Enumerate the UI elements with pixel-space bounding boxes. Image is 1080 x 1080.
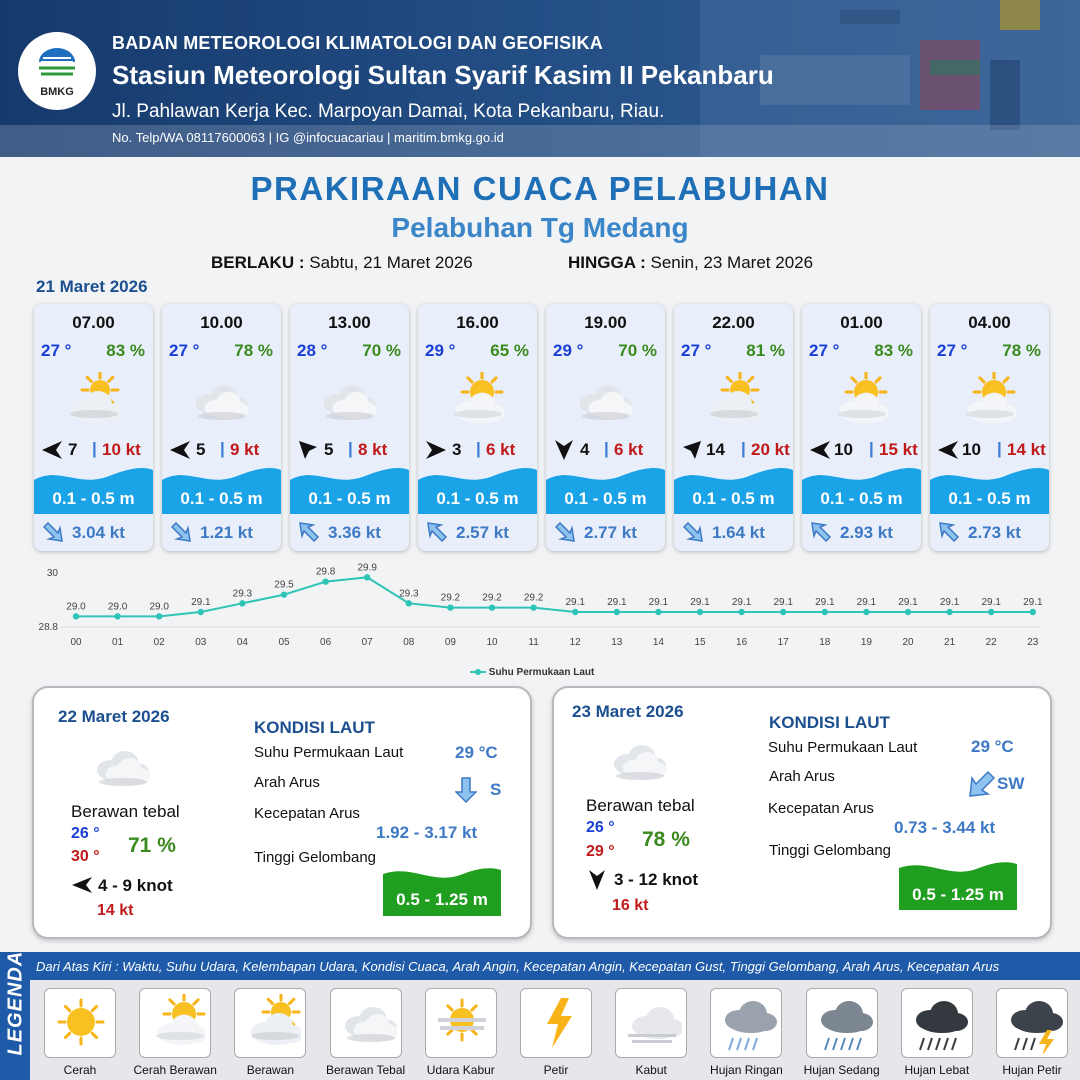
berawan-icon: [700, 372, 770, 428]
x-tick-label: 16: [736, 637, 748, 648]
x-tick-label: 20: [902, 637, 914, 648]
kabut-icon: [622, 994, 682, 1054]
legend-item-label: Udara Kabur: [426, 1063, 495, 1077]
sst-data-point: [73, 613, 79, 619]
sst-data-label: 29.2: [440, 592, 461, 604]
card-gust: 6 kt: [614, 440, 644, 459]
card-current-speed: 2.57 kt: [456, 523, 509, 542]
x-tick-label: 10: [486, 637, 498, 648]
y-tick-label: 30: [46, 568, 58, 579]
sst-data-point: [946, 609, 952, 615]
day2-current-dir-label: Arah Arus: [254, 774, 320, 791]
x-tick-label: 00: [70, 637, 82, 648]
card-separator: |: [348, 439, 353, 458]
card-humidity: 70 %: [618, 341, 657, 360]
current-arrow-nw-icon: [424, 519, 450, 545]
sst-data-point: [863, 609, 869, 615]
card-time: 13.00: [328, 313, 371, 332]
sst-data-point: [738, 609, 744, 615]
sst-series-line: [76, 577, 1033, 616]
day2-gust: 14 kt: [97, 902, 134, 919]
card-separator: |: [741, 439, 746, 458]
day3-wave-label: Tinggi Gelombang: [769, 842, 892, 859]
cerah-berawan-icon: [956, 372, 1026, 428]
card-wind-speed: 5: [196, 440, 206, 459]
valid-to-value: Senin, 23 Maret 2026: [650, 253, 814, 272]
card-separator: |: [476, 439, 481, 458]
day2-kondisi-title: KONDISI LAUT: [254, 718, 375, 737]
card-gust: 6 kt: [486, 440, 516, 459]
port-name: Pelabuhan Tg Medang: [391, 212, 689, 243]
legend-item-hujan-petir: [996, 988, 1068, 1058]
card-temperature: 27 °: [937, 341, 968, 360]
sst-data-label: 29.1: [648, 597, 669, 608]
organization-name: BADAN METEOROLOGI KLIMATOLOGI DAN GEOFISIKA: [112, 33, 603, 53]
legend-item-berawan-tebal: [330, 988, 402, 1058]
sst-data-point: [364, 574, 370, 580]
valid-from-label: BERLAKU :: [211, 253, 305, 272]
berawan-tebal-icon: [572, 372, 642, 428]
sst-data-label: 29.1: [856, 597, 877, 608]
card-humidity: 78 %: [1002, 341, 1041, 360]
station-address: Jl. Pahlawan Kerja Kec. Marpoyan Damai, Kota Pekanbaru, Riau.: [112, 101, 665, 122]
card-gust: 10 kt: [102, 440, 141, 459]
udara-kabur-icon: [432, 994, 492, 1054]
x-tick-label: 11: [528, 637, 539, 648]
sst-data-label: 29.0: [149, 601, 169, 613]
forecast-card: [290, 304, 409, 551]
card-wind-speed: 10: [834, 440, 853, 459]
sst-data-label: 29.0: [107, 601, 128, 613]
card-current-speed: 3.36 kt: [328, 523, 381, 542]
sst-data-point: [905, 609, 911, 615]
sst-data-point: [572, 609, 578, 615]
card-current-speed: 2.93 kt: [840, 523, 893, 542]
x-tick-label: 22: [985, 637, 997, 648]
legend-item-label: Hujan Lebat: [904, 1063, 970, 1077]
station-name: Stasiun Meteorologi Sultan Syarif Kasim II Pekanbaru: [112, 60, 774, 90]
x-tick-label: 14: [652, 637, 664, 648]
card-temperature: 29 °: [553, 341, 584, 360]
day2-temp-min: 26 °: [71, 825, 100, 842]
x-tick-label: 23: [1027, 637, 1039, 648]
sst-data-point: [239, 600, 245, 606]
card-wave-height: 0.1 - 0.5 m: [948, 489, 1031, 508]
berawan-icon: [241, 994, 301, 1054]
sst-data-point: [988, 609, 994, 615]
legend-item-hujan-ringan: [710, 988, 782, 1058]
day3-condition: Berawan tebal: [586, 796, 695, 815]
sst-data-label: 29.1: [773, 597, 793, 608]
x-tick-label: 19: [860, 637, 872, 648]
x-tick-label: 07: [361, 637, 373, 648]
day3-current-dir-label: Arah Arus: [769, 768, 835, 785]
card-wave-height: 0.1 - 0.5 m: [436, 489, 519, 508]
sst-data-label: 29.5: [274, 579, 294, 591]
wind-south-arrow-icon: [588, 870, 606, 892]
forecast-card: [418, 304, 537, 551]
card-wind-speed: 10: [962, 440, 981, 459]
day2-sst-label: Suhu Permukaan Laut: [254, 744, 404, 761]
sst-data-label: 29.3: [399, 588, 419, 600]
sst-data-label: 29.1: [565, 597, 585, 608]
wind-arrow-ne-icon: [680, 438, 704, 462]
station-contact: No. Telp/WA 08117600063 | IG @infocuacariau | maritim.bmkg.go.id: [112, 130, 504, 145]
card-separator: |: [869, 439, 874, 458]
x-tick-label: 02: [153, 637, 165, 648]
card-current-speed: 3.04 kt: [72, 523, 125, 542]
day3-wind: 3 - 12 knot: [614, 870, 699, 889]
card-temperature: 27 °: [169, 341, 200, 360]
card-humidity: 70 %: [362, 341, 401, 360]
day2-condition: Berawan tebal: [71, 802, 180, 821]
day1-date: 21 Maret 2026: [36, 277, 148, 296]
legend-item-label: Berawan: [246, 1063, 295, 1077]
x-tick-label: 08: [403, 637, 415, 648]
sst-data-label: 29.0: [66, 601, 86, 613]
card-separator: |: [92, 439, 97, 458]
card-separator: |: [997, 439, 1002, 458]
wind-arrow-west-icon: [808, 438, 832, 462]
day2-wave-value: 0.5 - 1.25 m: [396, 890, 488, 909]
wind-arrow-nw-icon: [296, 438, 320, 462]
current-arrow-nw-icon: [296, 519, 322, 545]
x-tick-label: 01: [112, 637, 124, 648]
sst-data-label: 29.2: [482, 592, 502, 604]
sst-data-point: [614, 609, 620, 615]
card-temperature: 28 °: [297, 341, 328, 360]
day3-sst-label: Suhu Permukaan Laut: [768, 739, 918, 756]
bmkg-emblem-icon: [33, 44, 81, 84]
sst-data-point: [697, 609, 703, 615]
day2-wind: 4 - 9 knot: [98, 876, 173, 895]
sst-data-point: [489, 604, 495, 610]
current-arrow-nw-icon: [808, 519, 834, 545]
sst-data-label: 29.9: [357, 562, 377, 574]
card-current-speed: 2.73 kt: [968, 523, 1021, 542]
sst-data-point: [281, 591, 287, 597]
legend-side-tab: [0, 952, 30, 1080]
sst-data-point: [780, 609, 786, 615]
card-time: 22.00: [712, 313, 755, 332]
cerah-icon: [51, 994, 111, 1054]
cerah-berawan-icon: [444, 372, 514, 428]
day3-temp-max: 29 °: [586, 843, 615, 860]
day3-humidity: 78 %: [642, 828, 690, 851]
legend-series-name: Suhu Permukaan Laut: [488, 667, 595, 678]
sst-data-point: [530, 604, 536, 610]
legend-item-label: Hujan Ringan: [710, 1063, 783, 1077]
forecast-card: [34, 304, 153, 551]
card-temperature: 29 °: [425, 341, 456, 360]
card-time: 04.00: [968, 313, 1011, 332]
card-wind-speed: 7: [68, 440, 78, 459]
sst-data-label: 29.1: [981, 597, 1001, 608]
card-wind-speed: 14: [706, 440, 725, 459]
legend-item-hujan-sedang: [806, 988, 878, 1058]
page-title: PRAKIRAAN CUACA PELABUHAN: [250, 170, 830, 207]
card-time: 19.00: [584, 313, 627, 332]
hujan-lebat-icon: [908, 994, 968, 1054]
legend-item-label: Hujan Petir: [1002, 1063, 1062, 1077]
sst-data-label: 29.3: [232, 588, 253, 600]
wind-arrow-west-icon: [168, 438, 192, 462]
card-temperature: 27 °: [681, 341, 712, 360]
card-humidity: 83 %: [874, 341, 913, 360]
legend-item-label: Cerah Berawan: [133, 1063, 217, 1077]
legend-item-label: Berawan Tebal: [326, 1063, 406, 1077]
cerah-berawan-icon: [828, 372, 898, 428]
card-humidity: 65 %: [490, 341, 529, 360]
legend-item-petir: [520, 988, 592, 1058]
legend-item-udara-kabur: [425, 988, 497, 1058]
x-tick-label: 15: [694, 637, 706, 648]
legend-item-label: Kabut: [635, 1063, 667, 1077]
sst-data-point: [406, 600, 412, 606]
card-time: 10.00: [200, 313, 243, 332]
sst-data-label: 29.1: [1023, 597, 1043, 608]
berawan-tebal-icon: [337, 994, 397, 1054]
current-arrow-nw-icon: [936, 519, 962, 545]
card-humidity: 83 %: [106, 341, 145, 360]
sst-data-point: [822, 609, 828, 615]
sst-data-point: [198, 609, 204, 615]
card-gust: 8 kt: [358, 440, 388, 459]
day3-date: 23 Maret 2026: [572, 702, 684, 721]
berawan-tebal-icon: [606, 732, 676, 782]
card-wave-height: 0.1 - 0.5 m: [820, 489, 903, 508]
day3-current-speed-label: Kecepatan Arus: [768, 800, 874, 817]
card-time: 01.00: [840, 313, 883, 332]
current-arrow-se-icon: [168, 519, 194, 545]
current-arrow-se-icon: [680, 519, 706, 545]
chart-legend: [470, 667, 594, 678]
x-tick-label: 06: [320, 637, 332, 648]
card-temperature: 27 °: [41, 341, 72, 360]
day2-humidity: 71 %: [128, 834, 176, 857]
x-tick-label: 17: [777, 637, 789, 648]
sst-data-label: 29.1: [690, 597, 710, 608]
day3-panel: [552, 686, 1052, 939]
wind-arrow-west-icon: [936, 438, 960, 462]
sst-data-label: 29.1: [607, 597, 627, 608]
legend-item-cerah: [44, 988, 116, 1058]
card-gust: 15 kt: [879, 440, 918, 459]
hujan-sedang-icon: [813, 994, 873, 1054]
berawan-tebal-icon: [188, 372, 258, 428]
bmkg-logo: [18, 32, 96, 110]
wind-arrow-east-icon: [424, 438, 448, 462]
forecast-card: [930, 304, 1049, 551]
card-time: 16.00: [456, 313, 499, 332]
sst-data-label: 29.8: [315, 566, 336, 578]
header-banner: [0, 0, 1080, 157]
current-arrow-se-icon: [40, 519, 66, 545]
berawan-icon: [60, 372, 130, 428]
day2-panel: [32, 686, 532, 939]
card-separator: |: [604, 439, 609, 458]
legend-item-label: Cerah: [63, 1063, 97, 1077]
legend-item-berawan: [234, 988, 306, 1058]
legend-title: LEGENDA: [4, 950, 27, 1056]
x-tick-label: 12: [569, 637, 581, 648]
x-tick-label: 03: [195, 637, 207, 648]
legend-item-hujan-lebat: [901, 988, 973, 1058]
card-wave-height: 0.1 - 0.5 m: [180, 489, 263, 508]
berawan-tebal-icon: [89, 738, 159, 788]
sst-data-label: 29.1: [731, 597, 752, 608]
card-current-speed: 2.77 kt: [584, 523, 637, 542]
petir-icon: [527, 994, 587, 1054]
day3-gust: 16 kt: [612, 897, 649, 914]
card-gust: 9 kt: [230, 440, 260, 459]
bmkg-logo-text: BMKG: [40, 86, 74, 98]
day3-wave-value: 0.5 - 1.25 m: [912, 885, 1004, 904]
x-tick-label: 13: [611, 637, 623, 648]
card-humidity: 81 %: [746, 341, 785, 360]
sst-data-point: [156, 613, 162, 619]
valid-to: [568, 253, 813, 273]
day2-sst-value: 29 °C: [455, 743, 498, 762]
x-tick-label: 04: [236, 637, 248, 648]
legend-item-kabut: [615, 988, 687, 1058]
sst-data-point: [322, 578, 328, 584]
sst-data-point: [655, 609, 661, 615]
forecast-card: [546, 304, 665, 551]
sst-data-label: 29.1: [815, 597, 835, 608]
day3-current-speed-value: 0.73 - 3.44 kt: [894, 818, 996, 837]
sst-data-point: [114, 613, 120, 619]
cerah-berawan-icon: [146, 994, 206, 1054]
card-wave-height: 0.1 - 0.5 m: [52, 489, 135, 508]
card-wave-height: 0.1 - 0.5 m: [564, 489, 647, 508]
card-gust: 20 kt: [751, 440, 790, 459]
valid-from: [211, 253, 473, 273]
berawan-tebal-icon: [316, 372, 386, 428]
valid-from-value: Sabtu, 21 Maret 2026: [309, 253, 473, 272]
sst-data-label: 29.2: [523, 592, 544, 604]
day2-current-speed-label: Kecepatan Arus: [254, 805, 360, 822]
card-wave-height: 0.1 - 0.5 m: [692, 489, 775, 508]
sst-data-point: [1030, 609, 1036, 615]
sst-data-label: 29.1: [191, 597, 211, 608]
sst-data-label: 29.1: [939, 597, 960, 608]
day2-wave-label: Tinggi Gelombang: [254, 849, 377, 866]
hujan-petir-icon: [1003, 994, 1063, 1054]
wind-arrow-south-icon: [552, 438, 576, 462]
card-wind-speed: 4: [580, 440, 590, 459]
forecast-card: [802, 304, 921, 551]
day2-temp-max: 30 °: [71, 848, 100, 865]
current-southwest-arrow-icon: [968, 770, 996, 798]
legend-description: Dari Atas Kiri : Waktu, Suhu Udara, Kelembapan Udara, Kondisi Cuaca, Arah Angin, Kecepatan Angin, Kecepatan Gust, Tinggi Gelombang, Arah Arus, Kecepatan Arus: [36, 959, 1000, 974]
x-tick-label: 09: [444, 637, 456, 648]
sst-data-point: [447, 604, 453, 610]
hujan-ringan-icon: [717, 994, 777, 1054]
current-arrow-se-icon: [552, 519, 578, 545]
day2-date: 22 Maret 2026: [58, 707, 170, 726]
card-separator: |: [220, 439, 225, 458]
y-tick-label: 28.8: [38, 622, 58, 633]
current-south-arrow-icon: [455, 776, 477, 804]
card-current-speed: 1.64 kt: [712, 523, 765, 542]
card-time: 07.00: [72, 313, 115, 332]
legend-marker: [470, 668, 486, 676]
legend-item-label: Hujan Sedang: [803, 1063, 880, 1077]
legend-item-label: Petir: [543, 1063, 569, 1077]
day3-sst-value: 29 °C: [971, 737, 1014, 756]
forecast-card: [162, 304, 281, 551]
card-wind-speed: 3: [452, 440, 462, 459]
card-temperature: 27 °: [809, 341, 840, 360]
x-tick-label: 21: [944, 637, 956, 648]
valid-to-label: HINGGA :: [568, 253, 646, 272]
day3-current-dir-value: SW: [997, 774, 1025, 793]
card-current-speed: 1.21 kt: [200, 523, 253, 542]
wind-west-arrow-icon: [72, 876, 94, 894]
sst-data-label: 29.1: [898, 597, 918, 608]
card-wind-speed: 5: [324, 440, 334, 459]
legend-item-cerah-berawan: [139, 988, 211, 1058]
day2-current-dir-value: S: [490, 780, 502, 799]
wind-arrow-west-icon: [40, 438, 64, 462]
x-tick-label: 05: [278, 637, 290, 648]
x-tick-label: 18: [819, 637, 831, 648]
card-wave-height: 0.1 - 0.5 m: [308, 489, 391, 508]
day2-current-speed-value: 1.92 - 3.17 kt: [376, 823, 478, 842]
day3-kondisi-title: KONDISI LAUT: [769, 713, 890, 732]
card-gust: 14 kt: [1007, 440, 1046, 459]
forecast-card: [674, 304, 793, 551]
day3-temp-min: 26 °: [586, 819, 615, 836]
card-humidity: 78 %: [234, 341, 273, 360]
